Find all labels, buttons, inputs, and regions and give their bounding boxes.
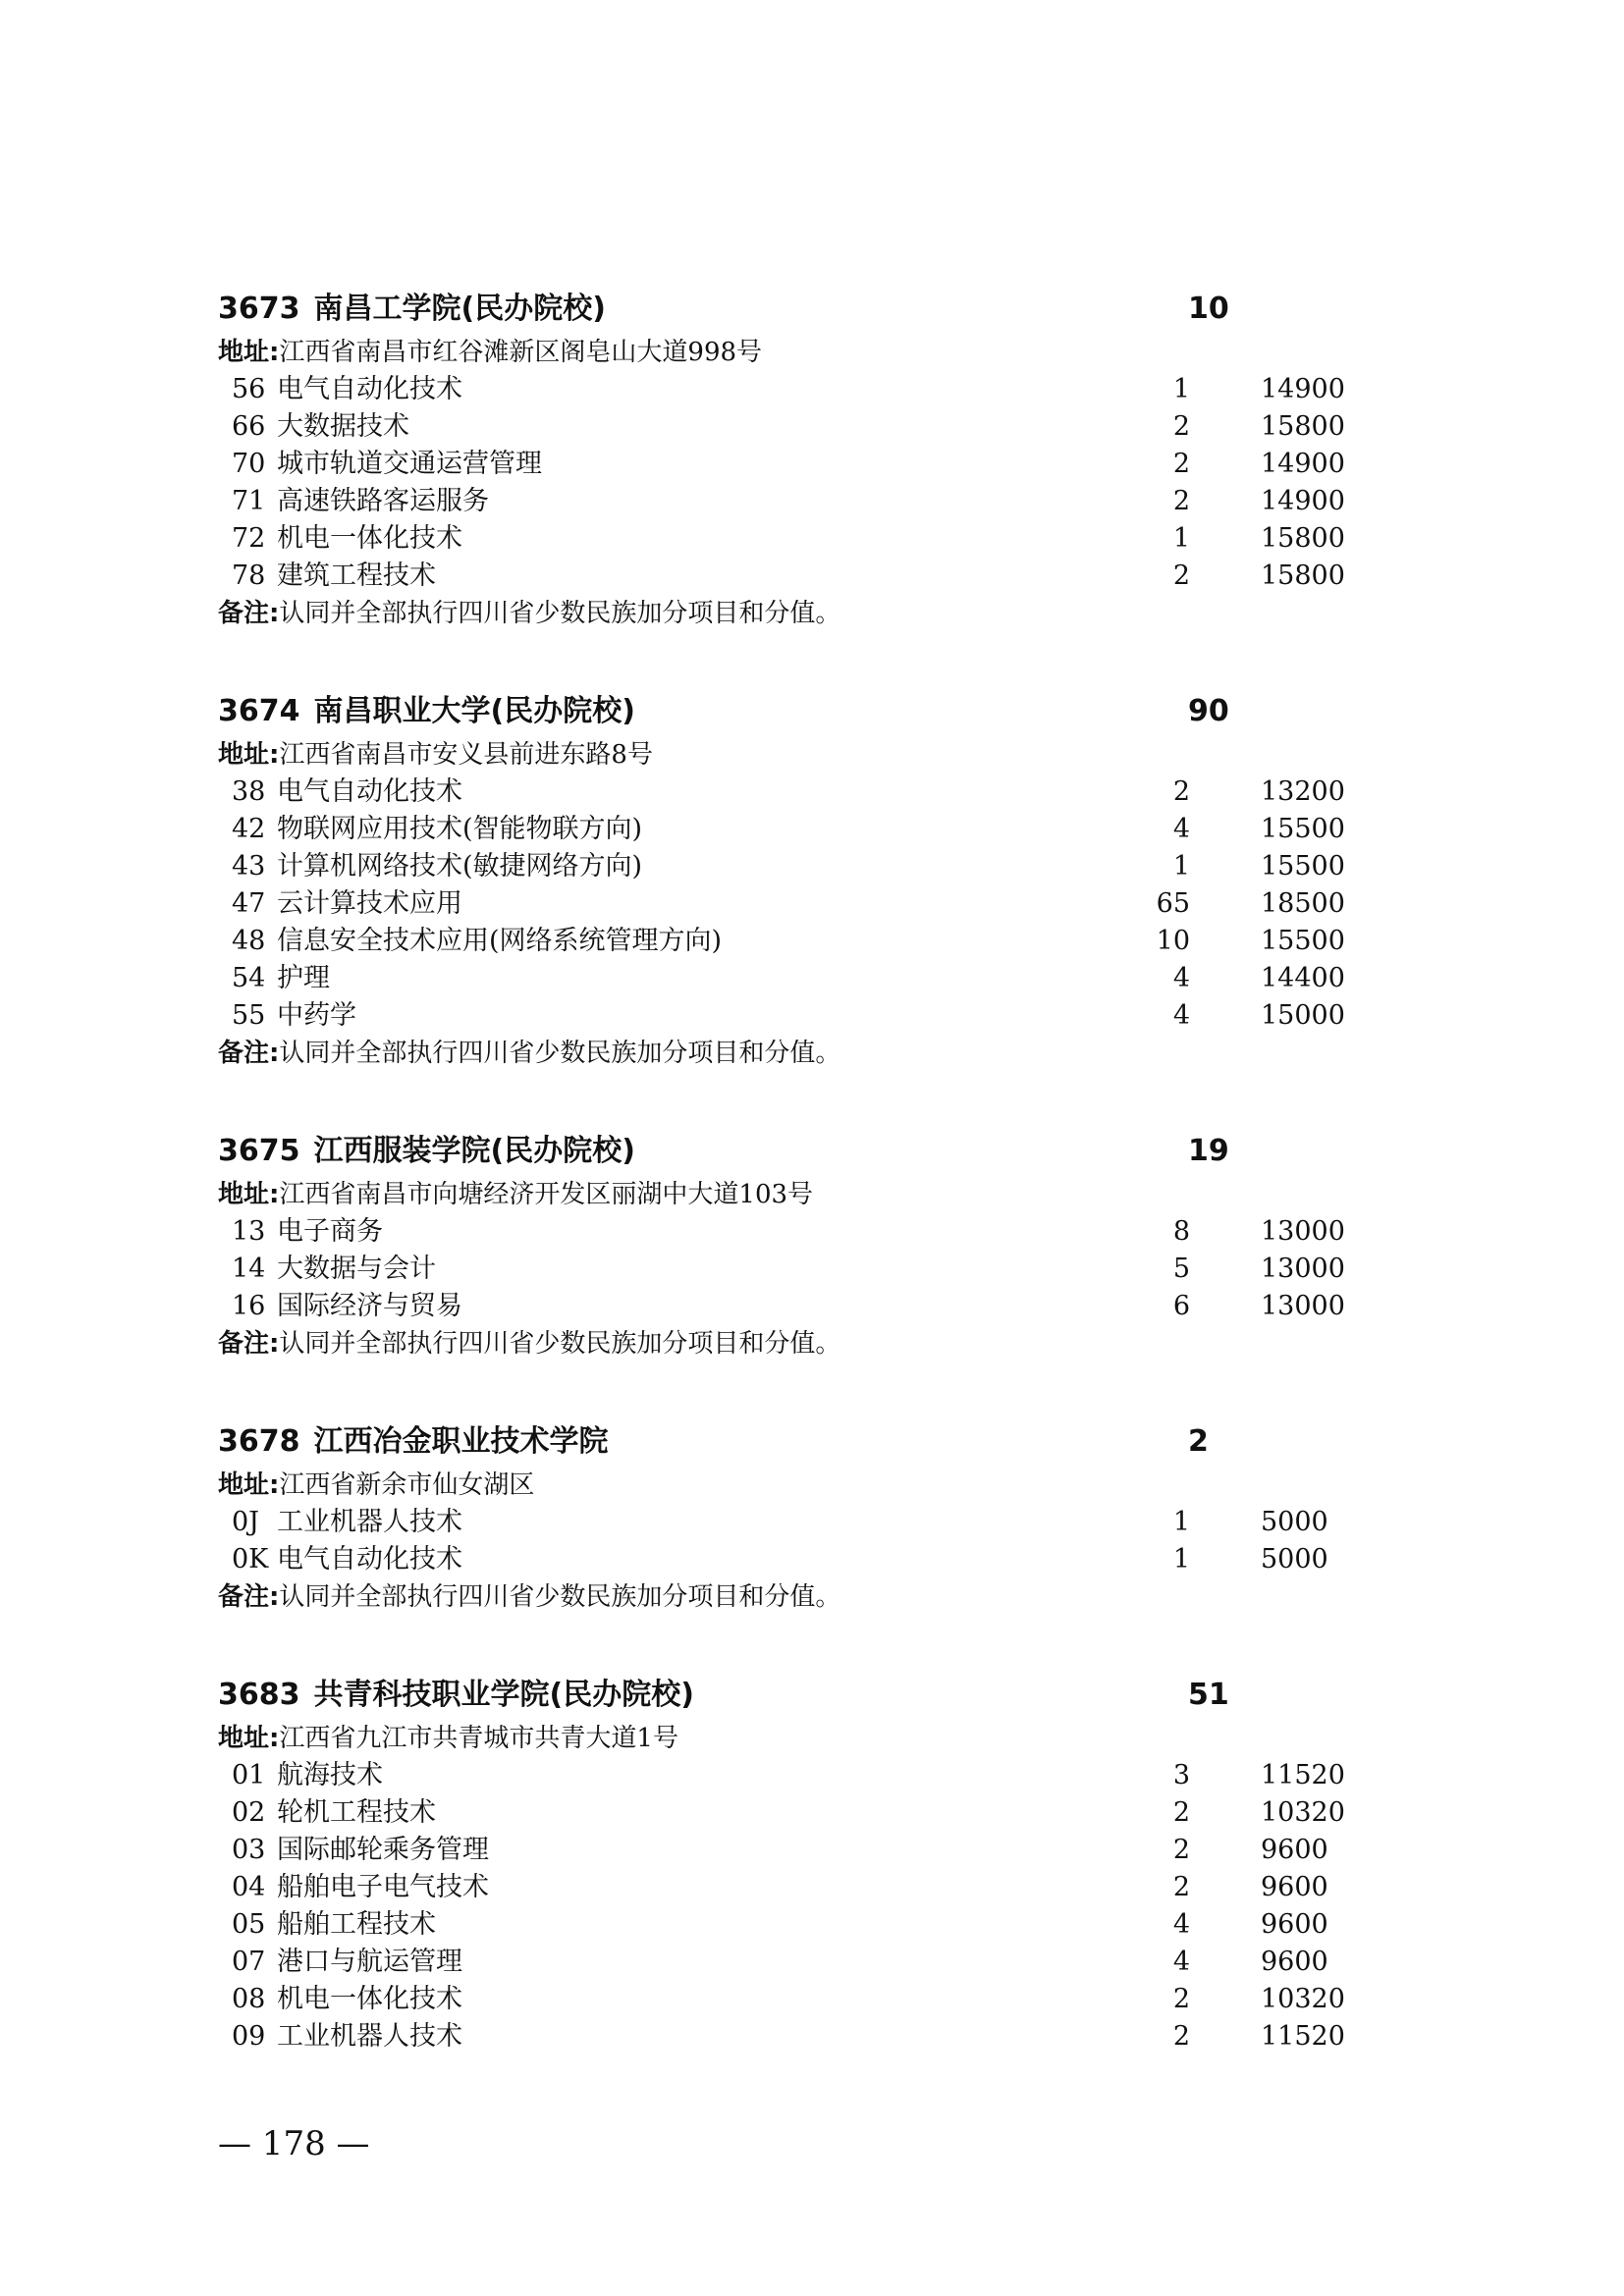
- school-note: [218, 1035, 1377, 1072]
- major-code: 43: [232, 851, 266, 881]
- major-tuition: 15800: [1261, 411, 1345, 442]
- major-name: 电气自动化技术: [277, 374, 462, 404]
- school-header: [218, 1127, 1377, 1176]
- major-tuition: 11520: [1261, 1760, 1345, 1790]
- major-name: 港口与航运管理: [277, 1947, 462, 1977]
- school-note: [218, 1325, 1377, 1362]
- major-quota: 1: [1172, 851, 1190, 881]
- school-total-quota: 90: [1188, 694, 1229, 728]
- school-total-quota: 10: [1188, 292, 1229, 326]
- major-row: [218, 1906, 1377, 1944]
- major-code: 38: [232, 776, 266, 807]
- major-tuition: 15500: [1261, 814, 1345, 844]
- school-address: [218, 736, 1377, 774]
- major-name: 护理: [277, 963, 330, 993]
- major-quota: 1: [1172, 1544, 1190, 1575]
- address-text: 江西省南昌市安义县前进东路8号: [279, 740, 653, 770]
- address-label: 地址:: [218, 1724, 280, 1753]
- major-code: 09: [232, 2021, 266, 2052]
- major-name: 电气自动化技术: [277, 1544, 462, 1575]
- major-tuition: 13000: [1261, 1291, 1345, 1321]
- major-tuition: 13000: [1261, 1216, 1345, 1247]
- major-tuition: 18500: [1261, 888, 1345, 919]
- school-name: 南昌工学院(民办院校): [313, 292, 606, 326]
- school-header: [218, 1417, 1377, 1467]
- school-header: [218, 285, 1377, 334]
- major-name: 电气自动化技术: [277, 776, 462, 807]
- school-total-quota: 19: [1188, 1134, 1229, 1168]
- major-tuition: 9600: [1261, 1835, 1328, 1865]
- address-text: 江西省九江市共青城市共青大道1号: [279, 1724, 678, 1753]
- note-text: 认同并全部执行四川省少数民族加分项目和分值。: [279, 599, 841, 628]
- major-code: 78: [232, 561, 266, 591]
- school-block: [218, 1127, 1377, 1362]
- major-code: 14: [232, 1254, 266, 1284]
- major-tuition: 15000: [1261, 1000, 1345, 1031]
- major-row: [218, 520, 1377, 558]
- major-quota: 4: [1172, 1000, 1190, 1031]
- major-name: 高速铁路客运服务: [277, 486, 489, 516]
- school-block: [218, 687, 1377, 1072]
- major-code: 56: [232, 374, 266, 404]
- major-row: [218, 1944, 1377, 1981]
- school-address: [218, 334, 1377, 371]
- major-tuition: 10320: [1261, 1984, 1345, 2014]
- major-code: 08: [232, 1984, 266, 2014]
- major-code: 71: [232, 486, 266, 516]
- address-label: 地址:: [218, 1180, 280, 1209]
- note-label: 备注:: [218, 1582, 280, 1612]
- note-label: 备注:: [218, 1039, 280, 1068]
- major-quota: 1: [1172, 523, 1190, 554]
- major-tuition: 9600: [1261, 1872, 1328, 1902]
- school-note: [218, 1578, 1377, 1616]
- major-row: [218, 1288, 1377, 1325]
- school-code: 3678: [218, 1424, 300, 1459]
- major-tuition: 14900: [1261, 374, 1345, 404]
- major-code: 54: [232, 963, 266, 993]
- note-label: 备注:: [218, 599, 280, 628]
- major-row: [218, 371, 1377, 408]
- major-tuition: 5000: [1261, 1544, 1328, 1575]
- major-tuition: 5000: [1261, 1507, 1328, 1537]
- major-quota: 2: [1172, 776, 1190, 807]
- major-row: [218, 1869, 1377, 1906]
- major-code: 16: [232, 1291, 266, 1321]
- major-quota: 2: [1172, 1872, 1190, 1902]
- major-name: 大数据与会计: [277, 1254, 436, 1284]
- major-quota: 65: [1156, 888, 1190, 919]
- school-note: [218, 595, 1377, 632]
- major-row: [218, 2018, 1377, 2056]
- school-name: 江西冶金职业技术学院: [313, 1424, 609, 1459]
- school-name: 共青科技职业学院(民办院校): [313, 1678, 694, 1712]
- major-tuition: 9600: [1261, 1909, 1328, 1940]
- major-row: [218, 811, 1377, 848]
- major-quota: 10: [1156, 926, 1190, 956]
- major-tuition: 14900: [1261, 449, 1345, 479]
- school-total-quota: 51: [1188, 1678, 1229, 1712]
- major-tuition: 14900: [1261, 486, 1345, 516]
- major-quota: 4: [1172, 963, 1190, 993]
- major-row: [218, 885, 1377, 923]
- major-name: 大数据技术: [277, 411, 409, 442]
- major-quota: 2: [1172, 1835, 1190, 1865]
- major-quota: 4: [1172, 814, 1190, 844]
- major-quota: 2: [1172, 2021, 1190, 2052]
- major-row: [218, 923, 1377, 960]
- major-code: 0K: [232, 1544, 269, 1575]
- page-number: — 178 —: [218, 2124, 370, 2163]
- major-name: 计算机网络技术(敏捷网络方向): [277, 851, 643, 881]
- major-name: 信息安全技术应用(网络系统管理方向): [277, 926, 723, 956]
- address-text: 江西省南昌市向塘经济开发区丽湖中大道103号: [279, 1180, 814, 1209]
- major-quota: 8: [1172, 1216, 1190, 1247]
- major-row: [218, 1251, 1377, 1288]
- major-row: [218, 1213, 1377, 1251]
- major-name: 建筑工程技术: [277, 561, 436, 591]
- major-code: 0J: [232, 1507, 260, 1537]
- major-row: [218, 408, 1377, 446]
- major-row: [218, 446, 1377, 483]
- school-header: [218, 1671, 1377, 1720]
- major-tuition: 9600: [1261, 1947, 1328, 1977]
- major-quota: 2: [1172, 1984, 1190, 2014]
- major-name: 机电一体化技术: [277, 1984, 462, 2014]
- major-tuition: 14400: [1261, 963, 1345, 993]
- major-quota: 1: [1172, 1507, 1190, 1537]
- major-row: [218, 1794, 1377, 1832]
- major-tuition: 15500: [1261, 926, 1345, 956]
- major-name: 电子商务: [277, 1216, 383, 1247]
- major-name: 船舶工程技术: [277, 1909, 436, 1940]
- major-row: [218, 1541, 1377, 1578]
- major-name: 机电一体化技术: [277, 523, 462, 554]
- major-code: 05: [232, 1909, 266, 1940]
- school-address: [218, 1176, 1377, 1213]
- major-code: 70: [232, 449, 266, 479]
- major-row: [218, 1981, 1377, 2018]
- major-quota: 4: [1172, 1909, 1190, 1940]
- address-text: 江西省新余市仙女湖区: [279, 1470, 535, 1500]
- major-quota: 3: [1172, 1760, 1190, 1790]
- major-quota: 6: [1172, 1291, 1190, 1321]
- major-name: 航海技术: [277, 1760, 383, 1790]
- school-address: [218, 1720, 1377, 1757]
- major-code: 01: [232, 1760, 266, 1790]
- major-name: 轮机工程技术: [277, 1797, 436, 1828]
- school-block: [218, 285, 1377, 632]
- major-code: 42: [232, 814, 266, 844]
- major-row: [218, 960, 1377, 997]
- major-row: [218, 558, 1377, 595]
- major-row: [218, 848, 1377, 885]
- school-code: 3683: [218, 1678, 300, 1712]
- school-name: 南昌职业大学(民办院校): [313, 694, 635, 728]
- note-text: 认同并全部执行四川省少数民族加分项目和分值。: [279, 1329, 841, 1359]
- major-quota: 5: [1172, 1254, 1190, 1284]
- major-quota: 2: [1172, 449, 1190, 479]
- address-label: 地址:: [218, 338, 280, 367]
- school-total-quota: 2: [1188, 1424, 1209, 1459]
- address-label: 地址:: [218, 1470, 280, 1500]
- major-quota: 4: [1172, 1947, 1190, 1977]
- school-list: [218, 285, 1377, 2110]
- major-row: [218, 774, 1377, 811]
- major-name: 国际经济与贸易: [277, 1291, 462, 1321]
- note-text: 认同并全部执行四川省少数民族加分项目和分值。: [279, 1039, 841, 1068]
- major-code: 55: [232, 1000, 266, 1031]
- major-tuition: 13000: [1261, 1254, 1345, 1284]
- school-block: [218, 1671, 1377, 2056]
- major-name: 物联网应用技术(智能物联方向): [277, 814, 643, 844]
- major-quota: 2: [1172, 1797, 1190, 1828]
- major-code: 66: [232, 411, 266, 442]
- school-block: [218, 1417, 1377, 1616]
- major-row: [218, 997, 1377, 1035]
- school-code: 3675: [218, 1134, 300, 1168]
- major-tuition: 15800: [1261, 561, 1345, 591]
- major-tuition: 11520: [1261, 2021, 1345, 2052]
- major-tuition: 15800: [1261, 523, 1345, 554]
- major-tuition: 15500: [1261, 851, 1345, 881]
- major-quota: 2: [1172, 411, 1190, 442]
- note-label: 备注:: [218, 1329, 280, 1359]
- major-code: 03: [232, 1835, 266, 1865]
- major-name: 国际邮轮乘务管理: [277, 1835, 489, 1865]
- major-row: [218, 1757, 1377, 1794]
- address-label: 地址:: [218, 740, 280, 770]
- school-code: 3674: [218, 694, 300, 728]
- major-code: 72: [232, 523, 266, 554]
- school-code: 3673: [218, 292, 300, 326]
- major-code: 02: [232, 1797, 266, 1828]
- major-tuition: 10320: [1261, 1797, 1345, 1828]
- major-quota: 2: [1172, 486, 1190, 516]
- major-code: 04: [232, 1872, 266, 1902]
- major-name: 云计算技术应用: [277, 888, 462, 919]
- school-name: 江西服装学院(民办院校): [313, 1134, 635, 1168]
- major-tuition: 13200: [1261, 776, 1345, 807]
- major-code: 07: [232, 1947, 266, 1977]
- major-name: 船舶电子电气技术: [277, 1872, 489, 1902]
- school-header: [218, 687, 1377, 736]
- major-code: 47: [232, 888, 266, 919]
- major-row: [218, 483, 1377, 520]
- major-name: 工业机器人技术: [277, 2021, 462, 2052]
- school-address: [218, 1467, 1377, 1504]
- major-name: 中药学: [277, 1000, 356, 1031]
- major-quota: 1: [1172, 374, 1190, 404]
- major-name: 城市轨道交通运营管理: [277, 449, 542, 479]
- major-quota: 2: [1172, 561, 1190, 591]
- major-code: 48: [232, 926, 266, 956]
- major-code: 13: [232, 1216, 266, 1247]
- note-text: 认同并全部执行四川省少数民族加分项目和分值。: [279, 1582, 841, 1612]
- major-row: [218, 1832, 1377, 1869]
- address-text: 江西省南昌市红谷滩新区阁皂山大道998号: [279, 338, 763, 367]
- major-name: 工业机器人技术: [277, 1507, 462, 1537]
- major-row: [218, 1504, 1377, 1541]
